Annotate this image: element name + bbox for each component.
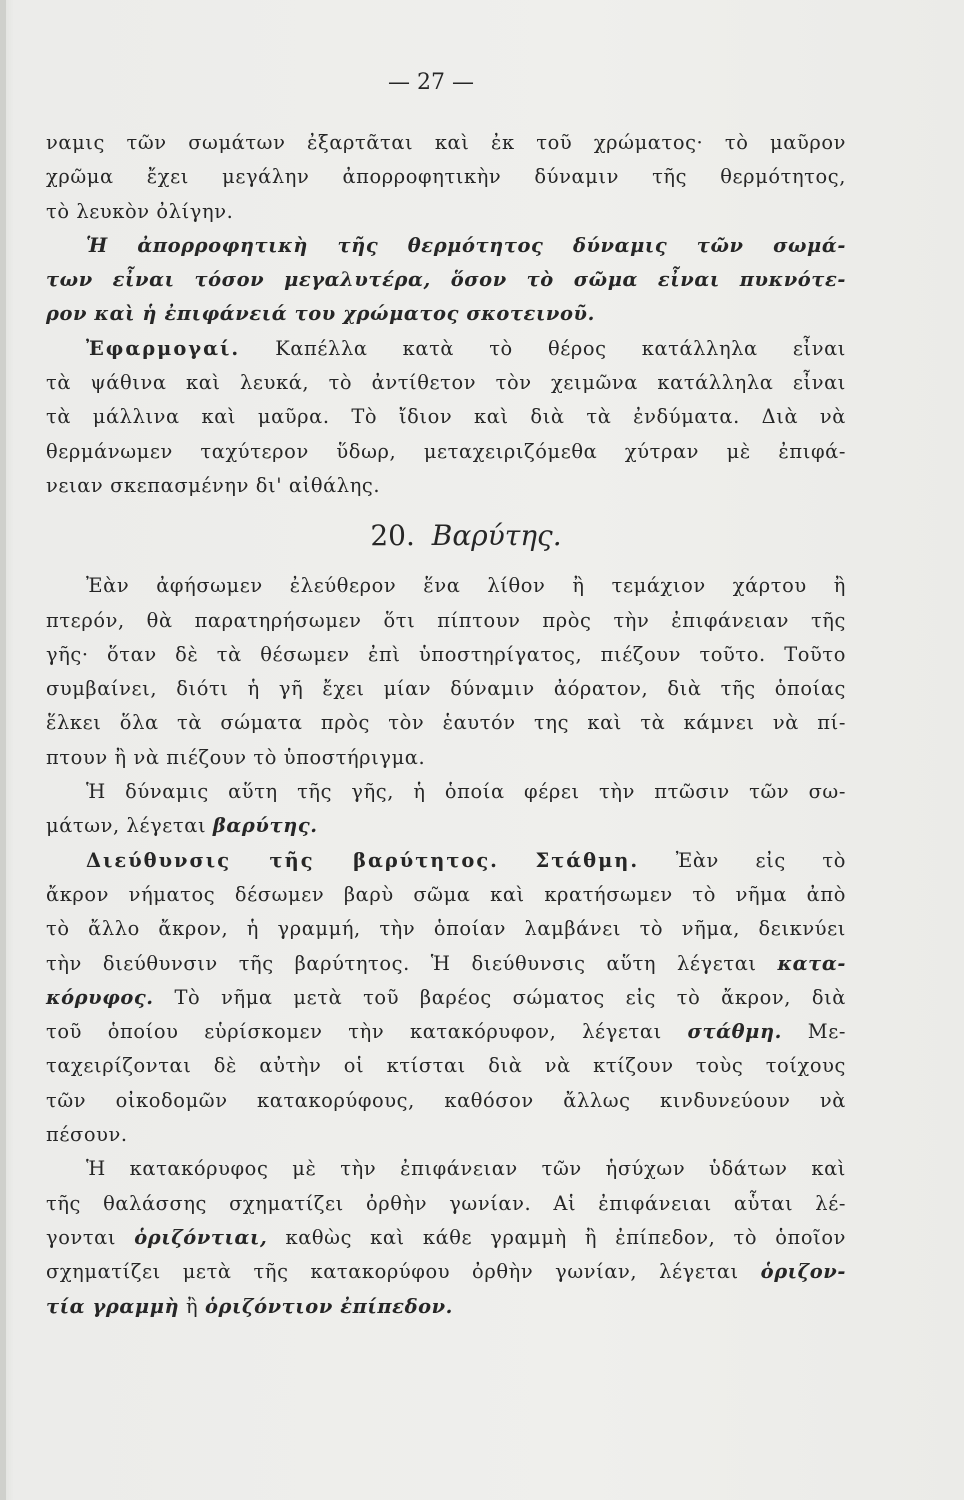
paragraph-line: χρῶμα ἔχει μεγάλην ἀπορροφητικὴν δύναμιν τῆς θερμότητος, (46, 165, 846, 189)
paragraph-line: ἄκρον νήματος δέσωμεν βαρὺ σῶμα καὶ κρατήσωμεν τὸ νῆμα ἀπὸ (46, 882, 846, 906)
paragraph-line: τὸ ἄλλο ἄκρον, ἡ γραμμή, τὴν ὁποίαν λαμβάνει τὸ νῆμα, δεικνύει (46, 917, 846, 941)
paragraph-line: ἕλκει ὅλα τὰ σώματα πρὸς τὸν ἑαυτόν της καὶ τὰ κάμνει νὰ πί- (46, 711, 846, 735)
paragraph-text: σχηματίζει μετὰ τῆς κατακορύφου ὀρθὴν γωνίαν, λέγεται (46, 1260, 739, 1284)
term-horizontal-line-end: τία γραμμὴ (46, 1294, 180, 1318)
paragraph-line: νειαν σκεπασμένην δι' αἰθάλης. (46, 473, 381, 497)
applications-line (46, 332, 846, 366)
direction-label: Διεύθυνσις τῆς βαρύτητος. (86, 848, 499, 872)
paragraph-line (46, 947, 846, 981)
paragraph-line: Ἡ κατακόρυφος μὲ τὴν ἐπιφάνειαν τῶν ἡσύχων ὑδάτων καὶ (86, 1157, 846, 1181)
paragraph-text: Τὸ νῆμα μετὰ τοῦ βαρέος σώματος εἰς τὸ ἄκρον, διὰ (174, 985, 846, 1009)
paragraph-line: πτουν ἢ νὰ πιέζουν τὸ ὑποστήριγμα. (46, 745, 426, 769)
term-plumb: στάθμη. (687, 1020, 782, 1044)
paragraph-text: τοῦ ὁποίου εὑρίσκομεν τὴν κατακόρυφον, λέγεται (46, 1020, 662, 1044)
term-vertical-end: κόρυφος. (46, 985, 154, 1009)
paragraph-line (46, 1255, 846, 1289)
direction-text: Ἐὰν εἰς τὸ (675, 848, 846, 872)
paragraph-line: γῆς· ὅταν δὲ τὰ θέσωμεν ἐπὶ ὑποστηρίγατος, πιέζουν τοῦτο. Τοῦτο (46, 642, 846, 666)
paragraph-line: τὰ μάλλινα καὶ μαῦρα. Τὸ ἴδιον καὶ διὰ τὰ ἐνδύματα. Διὰ νὰ (46, 405, 846, 429)
paragraph-line: τὸ λευκὸν ὀλίγην. (46, 199, 234, 223)
paragraph-line: πτερόν, θὰ παρατηρήσωμεν ὅτι πίπτουν πρὸς τὴν ἐπιφάνειαν τῆς (46, 608, 846, 632)
paragraph-line (46, 1015, 846, 1049)
term-gravity: βαρύτης. (212, 814, 318, 838)
page-number: — 27 — (388, 70, 474, 95)
paragraph-text: ἢ (185, 1294, 199, 1318)
direction-line (46, 844, 846, 878)
rule-line: των εἶναι τόσον μεγαλυτέρα, ὅσον τὸ σῶμα εἶναι πυκνότε- (46, 268, 846, 292)
term-horizontal: ὁριζόντιαι, (134, 1225, 268, 1249)
paragraph-line: τῆς θαλάσσης σχηματίζει ὀρθὴν γωνίαν. Αἱ ἐπιφάνειαι αὗται λέ- (46, 1191, 846, 1215)
page-text (46, 126, 846, 1324)
paragraph-text: Με- (807, 1020, 847, 1044)
paragraph-line (46, 981, 846, 1015)
paragraph-text: μάτων, λέγεται (46, 814, 207, 838)
paragraph-text: γονται (46, 1225, 117, 1249)
paragraph-line: τῶν οἰκοδομῶν κατακορύφους, καθόσον ἄλλως κινδυνεύουν νὰ (46, 1088, 846, 1112)
paragraph-text: τὴν διεύθυνσιν τῆς βαρύτητος. Ἡ διεύθυνσις αὕτη λέγεται (46, 951, 757, 975)
section-number: 20. (370, 519, 415, 553)
paragraph-line (46, 809, 846, 843)
paragraph-line (46, 1221, 846, 1255)
section-title: Βαρύτης. (431, 519, 562, 553)
applications-label: Ἐφαρμογαί. (86, 336, 241, 360)
rule-line: Ἡ ἀπορροφητικὴ τῆς θερμότητος δύναμις τῶν σωμά- (86, 233, 846, 257)
term-horizontal-plane: ὁριζόντιον ἐπίπεδον. (204, 1294, 454, 1318)
paragraph-line: τὰ ψάθινα καὶ λευκά, τὸ ἀντίθετον τὸν χειμῶνα κατάλληλα εἶναι (46, 371, 846, 395)
plumb-label: Στάθμη. (535, 848, 640, 872)
paragraph-line: ναμις τῶν σωμάτων ἐξαρτᾶται καὶ ἐκ τοῦ χρώματος· τὸ μαῦρον (46, 131, 846, 154)
rule-line: ρον καὶ ἡ ἐπιφάνειά του χρώματος σκοτεινοῦ. (46, 302, 595, 326)
paragraph-line: συμβαίνει, διότι ἡ γῆ ἔχει μίαν δύναμιν ἀόρατον, διὰ τῆς ὁποίας (46, 677, 846, 701)
term-vertical: κατα- (777, 951, 846, 975)
paragraph-line: πέσουν. (46, 1123, 128, 1147)
paragraph-line: θερμάνωμεν ταχύτερον ὕδωρ, μεταχειριζόμεθα χύτραν μὲ ἐπιφά- (46, 439, 846, 463)
page-edge-shadow (0, 0, 6, 1500)
paragraph-text: καθὼς καὶ κάθε γραμμὴ ἢ ἐπίπεδον, τὸ ὁποῖον (285, 1225, 847, 1249)
term-horizontal-line: ὁριζον- (760, 1260, 846, 1284)
paragraph-line (46, 1290, 846, 1324)
paragraph-line: Ἐὰν ἀφήσωμεν ἐλεύθερον ἕνα λίθον ἢ τεμάχιον χάρτου ἢ (86, 574, 846, 598)
paragraph-line: Ἡ δύναμις αὕτη τῆς γῆς, ἡ ὁποία φέρει τὴν πτῶσιν τῶν σω- (86, 780, 846, 804)
applications-text: Καπέλλα κατὰ τὸ θέρος κατάλληλα εἶναι (275, 336, 847, 360)
paragraph-line: ταχειρίζονται δὲ αὐτὴν οἱ κτίσται διὰ νὰ κτίζουν τοὺς τοίχους (46, 1054, 846, 1078)
section-heading (46, 503, 846, 569)
